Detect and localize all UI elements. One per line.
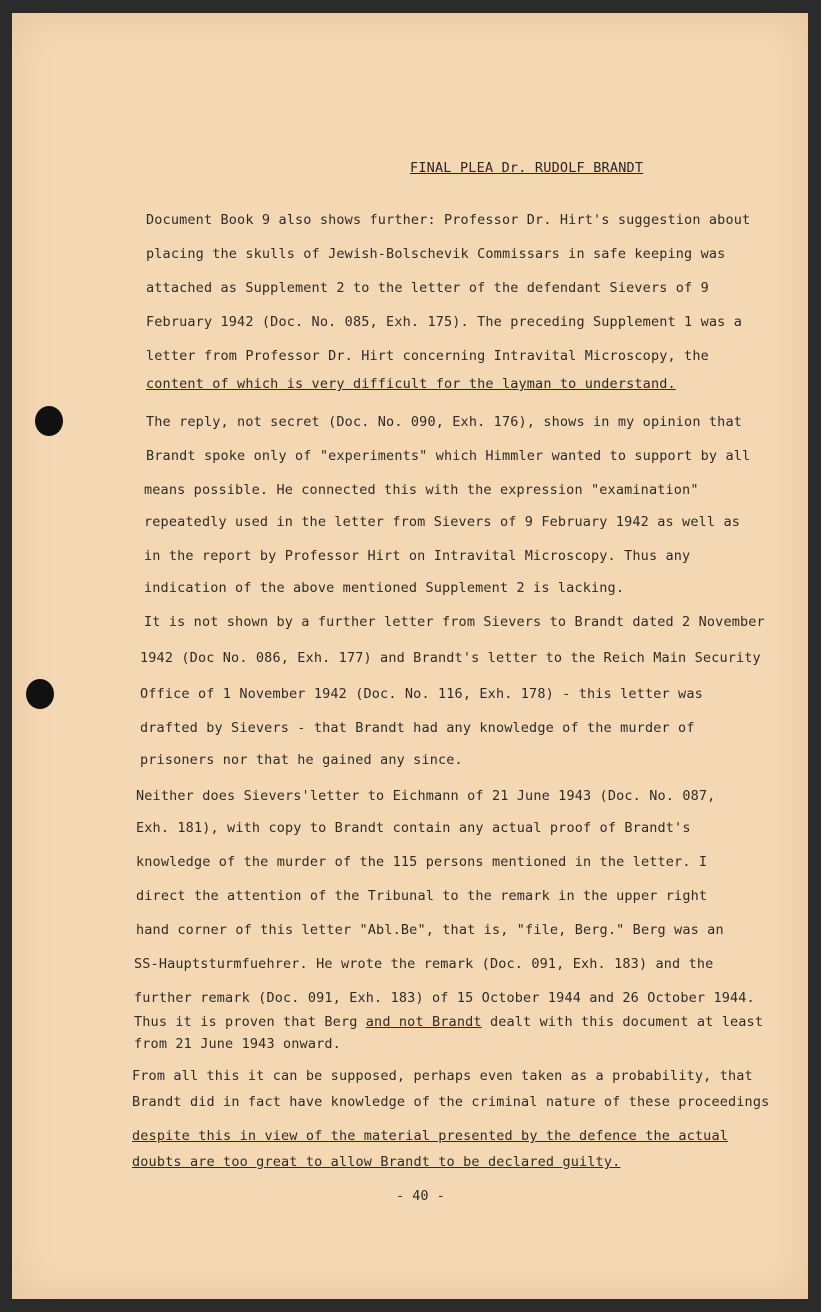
text-line: means possible. He connected this with the expression "examination" [144, 482, 699, 498]
text-line: content of which is very difficult for the layman to understand. [146, 376, 676, 392]
text-line: direct the attention of the Tribunal to the remark in the upper right [136, 888, 708, 904]
text-line: doubts are too great to allow Brandt to be declared guilty. [132, 1154, 621, 1170]
text-line: letter from Professor Dr. Hirt concerning Intravital Microscopy, the [146, 348, 709, 364]
text-line: Document Book 9 also shows further: Professor Dr. Hirt's suggestion about [146, 212, 751, 228]
document-header: FINAL PLEA Dr. RUDOLF BRANDT [410, 160, 644, 176]
text-line: Office of 1 November 1942 (Doc. No. 116, Exh. 178) - this letter was [140, 686, 703, 702]
text-line: It is not shown by a further letter from Sievers to Brandt dated 2 November [144, 614, 765, 630]
text-segment: dealt with this document at least [481, 1014, 764, 1030]
text-line: attached as Supplement 2 to the letter of the defendant Sievers of 9 [146, 280, 709, 296]
punch-hole-bottom [26, 679, 54, 709]
text-line: from 21 June 1943 onward. [134, 1036, 341, 1052]
text-line: knowledge of the murder of the 115 persons mentioned in the letter. I [136, 854, 708, 870]
text-line: indication of the above mentioned Supplement 2 is lacking. [144, 580, 625, 596]
text-line: Neither does Sievers'letter to Eichmann of 21 June 1943 (Doc. No. 087, [136, 788, 716, 804]
text-line: Brandt spoke only of "experiments" which Himmler wanted to support by all [146, 448, 751, 464]
text-line: hand corner of this letter "Abl.Be", that is, "file, Berg." Berg was an [136, 922, 724, 938]
text-line: drafted by Sievers - that Brandt had any knowledge of the murder of [140, 720, 695, 736]
text-line: Exh. 181), with copy to Brandt contain any actual proof of Brandt's [136, 820, 691, 836]
punch-hole-top [35, 406, 63, 436]
text-line: February 1942 (Doc. No. 085, Exh. 175). The preceding Supplement 1 was a [146, 314, 742, 330]
text-line: SS-Hauptsturmfuehrer. He wrote the remark (Doc. 091, Exh. 183) and the [134, 956, 714, 972]
page-number: - 40 - [396, 1188, 445, 1204]
text-line: in the report by Professor Hirt on Intravital Microscopy. Thus any [144, 548, 691, 564]
text-line: prisoners nor that he gained any since. [140, 752, 463, 768]
text-line: From all this it can be supposed, perhaps even taken as a probability, that [132, 1068, 753, 1084]
text-segment: Thus it is proven that Berg [134, 1014, 366, 1030]
text-line: placing the skulls of Jewish-Bolschevik Commissars in safe keeping was [146, 246, 726, 262]
text-line: repeatedly used in the letter from Sievers of 9 February 1942 as well as [144, 514, 740, 530]
text-line: further remark (Doc. 091, Exh. 183) of 15 October 1944 and 26 October 1944. [134, 990, 755, 1006]
text-line: The reply, not secret (Doc. No. 090, Exh. 176), shows in my opinion that [146, 414, 742, 430]
text-line: despite this in view of the material presented by the defence the actual [132, 1128, 728, 1144]
underlined-phrase: and not Brandt [365, 1014, 482, 1030]
text-line: 1942 (Doc No. 086, Exh. 177) and Brandt's letter to the Reich Main Security [140, 650, 761, 666]
text-line: Brandt did in fact have knowledge of the criminal nature of these proceedings [132, 1094, 770, 1110]
text-line [134, 1014, 763, 1030]
